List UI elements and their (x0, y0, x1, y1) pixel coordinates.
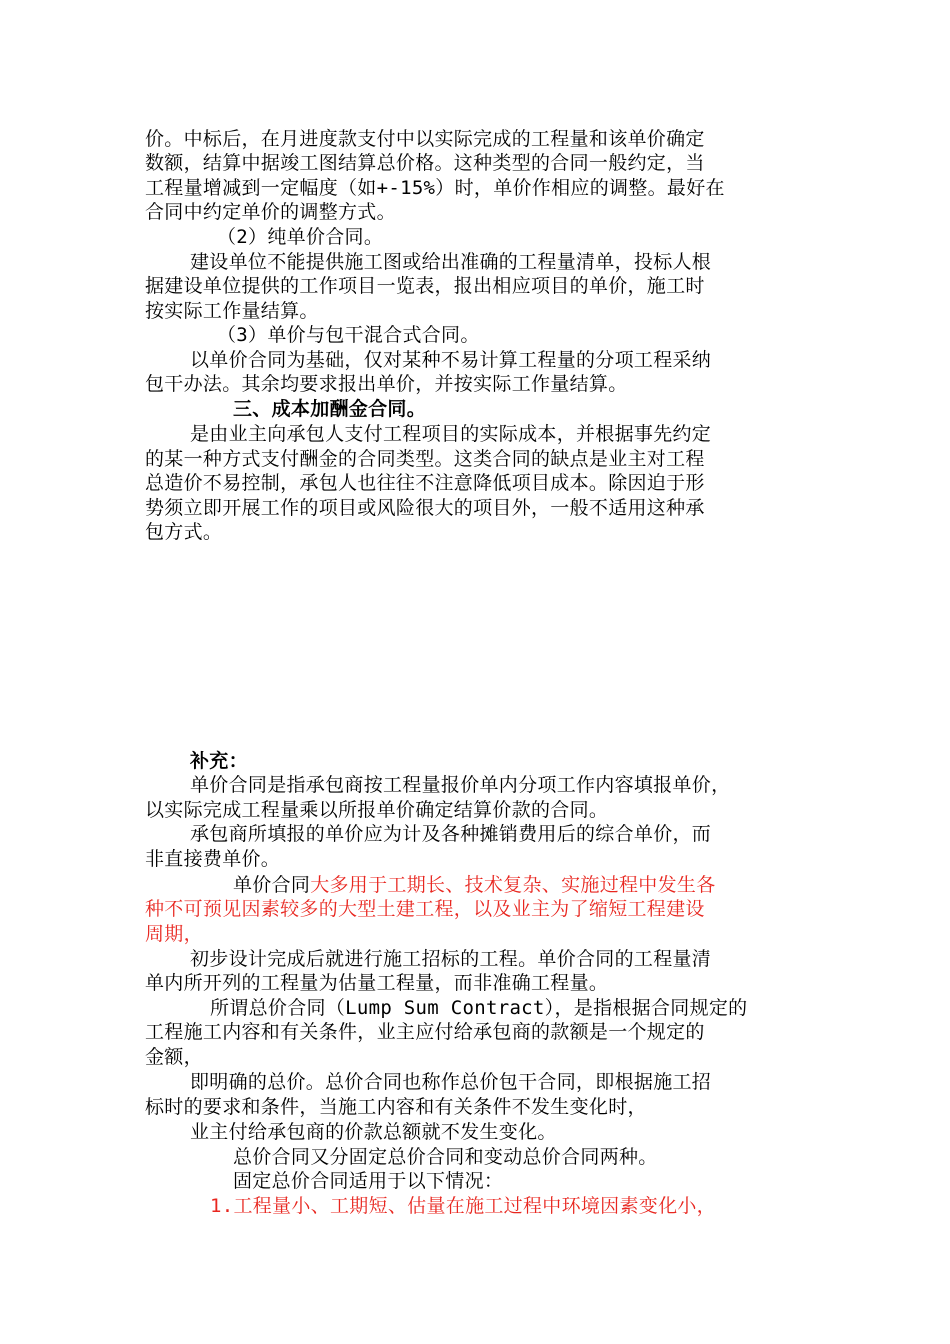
paragraph-line: 势须立即开展工作的项目或风险很大的项目外，一般不适用这种承 (145, 497, 705, 519)
paragraph-line: 工程施工内容和有关条件，业主应付给承包商的款额是一个规定的 (145, 1021, 705, 1043)
highlighted-text: 大多用于工期长、技术复杂、实施过程中发生各 (310, 874, 716, 896)
highlighted-line: 周期， (145, 923, 203, 945)
paragraph-line: 总价合同又分固定总价合同和变动总价合同两种。 (233, 1146, 658, 1168)
paragraph-line: 以实际完成工程量乘以所报单价确定结算价款的合同。 (145, 799, 609, 821)
paragraph-line: 的某一种方式支付酬金的合同类型。这类合同的缺点是业主对工程 (145, 448, 705, 470)
paragraph-line: 标时的要求和条件，当施工内容和有关条件不发生变化时， (145, 1096, 647, 1118)
paragraph-line: 建设单位不能提供施工图或给出准确的工程量清单，投标人根 (190, 251, 712, 273)
subheading: （3）单价与包干混合式合同。 (217, 324, 480, 346)
paragraph-line: 金额， (145, 1046, 203, 1068)
supplement-heading: 补充： (190, 750, 248, 772)
subheading: （2）纯单价合同。 (217, 226, 384, 248)
paragraph-line: 总造价不易控制，承包人也往往不注意降低项目成本。除因迫于形 (145, 472, 705, 494)
paragraph-line (233, 873, 716, 897)
paragraph-line: 按实际工作量结算。 (145, 300, 319, 322)
highlighted-line: 种不可预见因素较多的大型土建工程，以及业主为了缩短工程建设 (145, 898, 705, 920)
section-heading: 三、成本加酬金合同。 (233, 398, 427, 420)
paragraph-line: 包干办法。其余均要求报出单价，并按实际工作量结算。 (145, 373, 628, 395)
paragraph-line: 即明确的总价。总价合同也称作总价包干合同，即根据施工招 (190, 1071, 712, 1093)
paragraph-line: 包方式。 (145, 521, 223, 543)
paragraph-line: 固定总价合同适用于以下情况： (233, 1170, 504, 1192)
paragraph-line: 工程量增减到一定幅度（如+-15%）时，单价作相应的调整。最好在 (145, 177, 725, 199)
paragraph-line: 数额，结算中据竣工图结算总价格。这种类型的合同一般约定，当 (145, 152, 705, 174)
paragraph-line: 据建设单位提供的工作项目一览表，报出相应项目的单价，施工时 (145, 275, 705, 297)
paragraph-line: 是由业主向承包人支付工程项目的实际成本，并根据事先约定 (190, 423, 712, 445)
paragraph-line: 单价合同是指承包商按工程量报价单内分项工作内容填报单价， (190, 774, 731, 796)
paragraph-line: 单内所开列的工程量为估量工程量，而非准确工程量。 (145, 972, 609, 994)
paragraph-line: 合同中约定单价的调整方式。 (145, 201, 396, 223)
paragraph-line: 所谓总价合同（Lump Sum Contract），是指根据合同规定的 (210, 997, 748, 1019)
paragraph-line: 价。中标后，在月进度款支付中以实际完成的工程量和该单价确定 (145, 128, 705, 150)
paragraph-line: 业主付给承包商的价款总额就不发生变化。 (190, 1121, 557, 1143)
paragraph-line: 非直接费单价。 (145, 848, 281, 870)
paragraph-line: 初步设计完成后就进行施工招标的工程。单价合同的工程量清 (190, 948, 712, 970)
normal-text: 单价合同 (233, 874, 311, 896)
highlighted-list-item: 1.工程量小、工期短、估量在施工过程中环境因素变化小， (210, 1195, 716, 1217)
paragraph-line: 承包商所填报的单价应为计及各种摊销费用后的综合单价，而 (190, 823, 712, 845)
paragraph-line: 以单价合同为基础，仅对某种不易计算工程量的分项工程采纳 (190, 349, 712, 371)
